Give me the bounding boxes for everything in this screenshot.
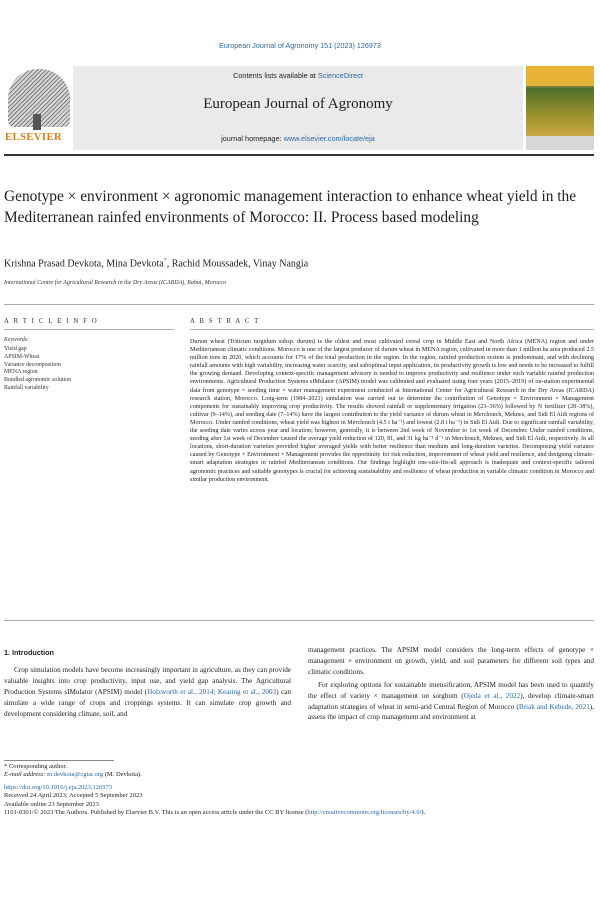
citation-link[interactable]: Briak and Kebede, 2021 xyxy=(518,702,590,711)
affiliation: International Centre for Agricultural Research in the Dry Areas (ICARDA), Rabat, Morocco xyxy=(4,280,227,286)
journal-homepage-line xyxy=(73,134,523,143)
journal-header xyxy=(4,66,598,150)
keyword: Yield gap xyxy=(4,346,27,352)
keyword: APSIM-Wheat xyxy=(4,353,40,360)
email-label: E-mail address: xyxy=(4,771,48,779)
available-online-date: Available online 23 September 2023 xyxy=(4,800,99,808)
cover-band xyxy=(526,66,594,86)
doi-link[interactable]: https://doi.org/10.1016/j.eja.2023.126973 xyxy=(4,783,113,791)
contents-available-line xyxy=(73,71,523,80)
article-info-label: A R T I C L E I N F O xyxy=(4,318,99,325)
paragraph: management practices. The APSIM model considers the long-term effects of genotype × management × environment on growth, yield, and soil parameters for different soil types and climatic conditions. xyxy=(308,646,594,676)
license-suffix: ). xyxy=(421,809,426,817)
author-name[interactable]: Rachid Moussadek xyxy=(171,258,249,270)
author-name[interactable]: Mina Devkota xyxy=(106,258,164,270)
abstract-rule xyxy=(190,329,594,330)
body-text: For exploring options for sustainable intensification, APSIM model has been used to quantify the effect of variety × management on sorghum ( xyxy=(308,680,594,700)
email-suffix: (M. Devkota). xyxy=(103,771,142,779)
keywords-title: Keywords: xyxy=(4,337,29,343)
corresponding-author-mark[interactable]: * xyxy=(163,258,167,264)
keyword-list xyxy=(4,346,179,393)
abstract-label: A B S T R A C T xyxy=(190,318,260,325)
citation-link[interactable]: Holzworth et al., 2014; Keating et al., 2003 xyxy=(147,687,277,696)
homepage-link[interactable]: www.elsevier.com/locate/eja xyxy=(283,134,375,143)
body-text: ), assess the impact of crop management and environment at xyxy=(308,702,594,722)
intro-right-column xyxy=(308,645,594,723)
keyword: Bundled agronomic solution xyxy=(4,377,72,384)
keyword: Variance decomposition xyxy=(4,361,61,368)
license-text: 1161-0301/© 2023 The Authors. Published by Elsevier B.V. This is an open access article under the CC BY license ( xyxy=(4,809,308,817)
author-list: Krishna Prasad Devkota, Mina Devkota*, Rachid Moussadek, Vinay Nangia xyxy=(4,258,309,270)
intro-left-column xyxy=(4,665,291,720)
journal-title-box xyxy=(73,66,523,150)
journal-citation[interactable]: European Journal of Agronomy 151 (2023) 126973 xyxy=(219,41,381,50)
body-text: ), develop climate-smart adaptation strategies of wheat in semi-arid Central Region of Morocco ( xyxy=(308,691,594,711)
email-link[interactable]: m.devkota@cgiar.org xyxy=(47,771,104,779)
body-divider xyxy=(4,620,594,621)
abstract-text: Durum wheat (Triticum turgidum subsp. durum) is the oldest and most cultivated cereal crop in Middle East and North Africa (MENA) region and under Mediterranean climatic conditions. Morocco is one of the largest producer of durum wheat in MENA region, cultivated in more than 1 million ha area produced 2.5 million tons in 2020, which accounts for 17% of the total production in the region. In the region, rainfed production system is predominant, and with declining rainfall amounts with high variability, increasing water scarcity, and suboptimal input application, its productivity growth is low and needs to be increased to fulfill the growing demand. Developing context-specific management advisory is needed to improve productivity and resilience under such variable rainfed production environments. Agricultural Production Systems sIMulator (APSIM) model was calibrated and evaluated using four years (2015–2019) of on-station experimental data from genotype × seeding time × water management experiment conducted at International Center for Agricultural Research in the Dry Areas (ICARDA) research station, Morocco. Long-term (1984–2021) simulation was carried out to determine the contribution of Genotype × Environment × Management components for sustainably improving crop productivity. The results showed rainfall or supplementary irrigation (23–36%) followed by N fertilizer (28–38%), cultivar (9–14%), and seeding date (7–14%) have the largest contribution to the yield variance of durum wheat in Merchouch, Meknes, and Sidi El Aidi regions of Morocco. Under rainfed conditions, wheat yield was highest in Merchouch (4.5 t ha⁻¹) and lowest (2.8 t ha⁻¹) in Sidi El Aidi. Due to significant rainfall variability, the seeding date varies across year and location; however, generally, it is between 2nd week of November to 1st week of December. Under rainfed conditions, seeding after 1st week of December caused the average yield reduction of 120, 81, and 31 kg ha⁻¹ d⁻¹ in Merchouch, Meknes, and Sidi El Aidi, respectively. In all locations, short-duration varieties provided higher averaged yields with better resilience than medium and long-duration varieties. Decomposing yield variance caused by Genotype × Environment × Management provides the opportunity for risk reduction, improvement of wheat yield and resilience, and designing climate-smart adaptation strategies in rainfed Mediterranean conditions. Our findings highlight one-size-fits-all approach is inadequate and context-specific tailored agronomic practices and suitable genotypes is crucial for achieving sustainability and resilience of wheat production in variable climatic condition in Morocco and similar production environment. xyxy=(190,339,594,483)
homepage-prefix: journal homepage: xyxy=(221,134,284,143)
journal-name: European Journal of Agronomy xyxy=(203,96,393,112)
header-divider xyxy=(4,154,594,156)
article-info-rule xyxy=(4,329,174,330)
contents-prefix: Contents lists available at xyxy=(233,71,318,80)
elsevier-wordmark: ELSEVIER xyxy=(5,132,63,143)
journal-cover-image xyxy=(526,66,594,150)
citation-link[interactable]: Ojeda et al., 2022 xyxy=(463,691,521,700)
license-link[interactable]: http://creativecommons.org/licenses/by/4.0/ xyxy=(307,809,422,817)
elsevier-logo xyxy=(4,66,74,150)
author-name[interactable]: Krishna Prasad Devkota xyxy=(4,258,102,270)
keyword: MENA region xyxy=(4,369,38,376)
author-name[interactable]: Vinay Nangia xyxy=(252,258,309,270)
body-text: Crop simulation models have become increasingly important in agriculture, as they can provide valuable insights into crop productivity, input use, and yield gap analysis. The Agricultural Production Systems sIMulator (APSIM) model ( xyxy=(4,666,291,696)
article-title: Genotype × environment × agronomic management interaction to enhance wheat yield in the Mediterranean rainfed environments of Morocco: II. Process based modeling xyxy=(4,188,577,226)
email-line xyxy=(4,771,594,779)
received-dates: Received 24 April 2023; Accepted 5 September 2023 xyxy=(4,792,143,800)
body-text: ) can simulate a wide range of crops and croppings systems. It can simulate crop growth and development considering climate, soil, and xyxy=(4,687,291,718)
license-line xyxy=(4,809,594,817)
footnote-rule xyxy=(4,760,114,761)
keyword: Rainfall variability xyxy=(4,384,49,391)
corresponding-author-note: * Corresponding author. xyxy=(4,763,68,770)
paragraph xyxy=(308,680,594,724)
info-divider xyxy=(4,304,594,305)
section-heading-introduction: 1. Introduction xyxy=(4,648,54,657)
sciencedirect-link[interactable]: ScienceDirect xyxy=(317,71,363,80)
tree-trunk xyxy=(33,114,41,130)
cover-photo xyxy=(526,88,594,136)
footnotes xyxy=(4,763,594,817)
cover-footer xyxy=(526,136,594,150)
